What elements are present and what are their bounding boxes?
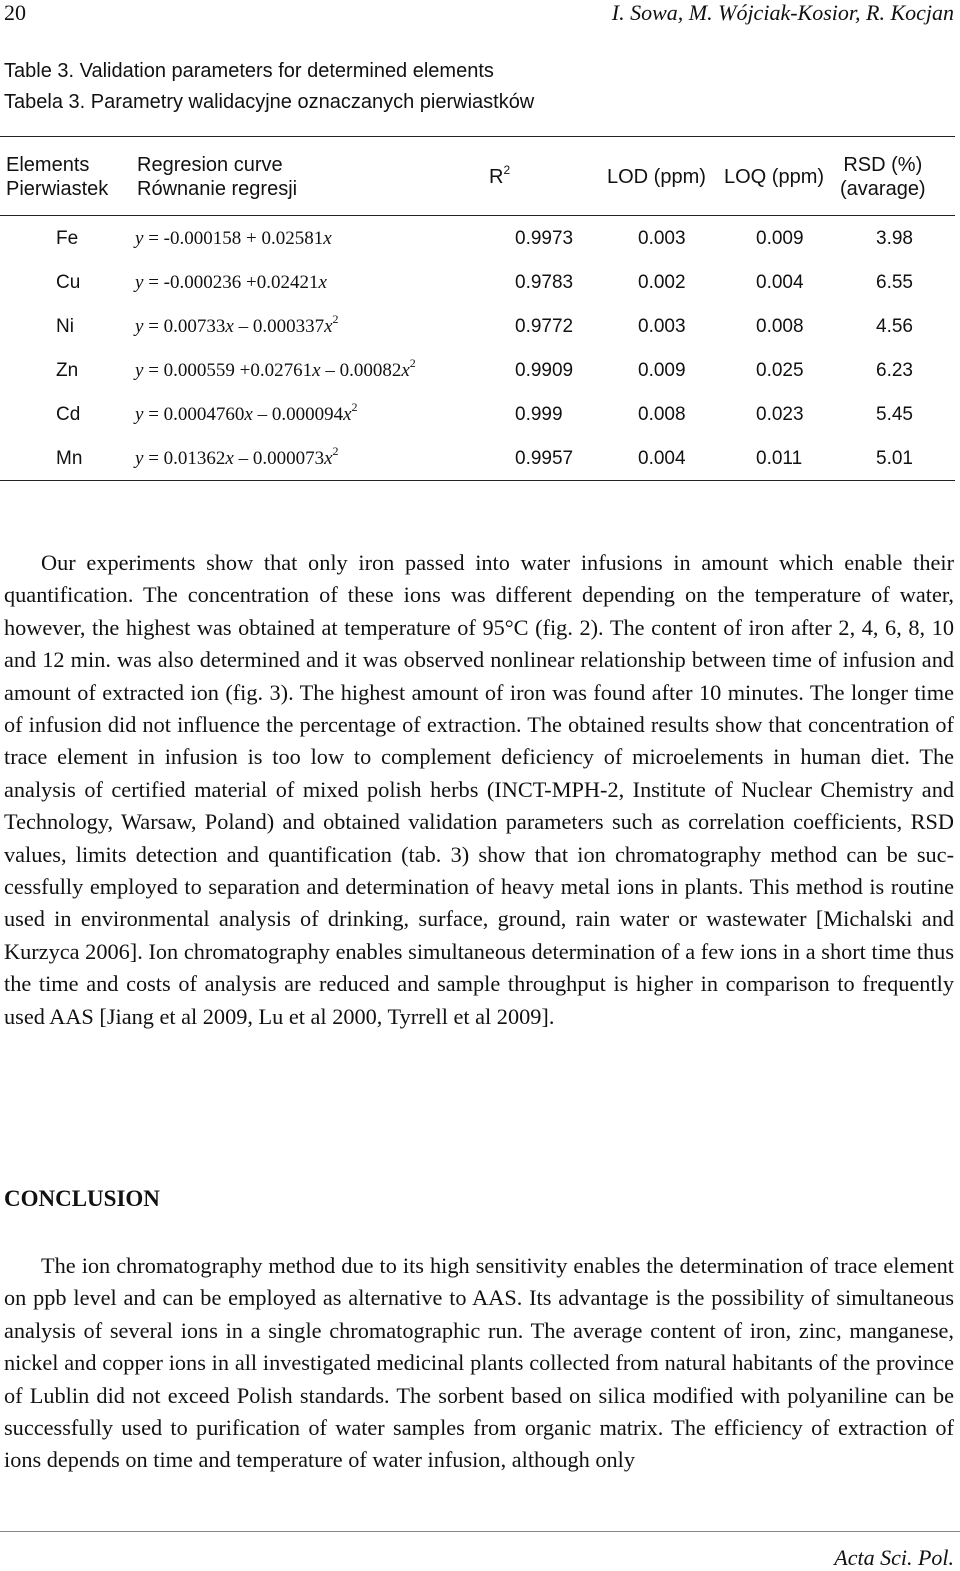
cell-element: Cu (56, 272, 81, 293)
cell-element: Zn (56, 360, 79, 381)
header-r2 (489, 165, 510, 189)
header-loq: LOQ (ppm) (724, 166, 825, 188)
cell-regression-equation (135, 444, 339, 470)
cell-rsd: 5.45 (876, 404, 913, 425)
header-lod: LOD (ppm) (607, 166, 706, 188)
cell-rsd: 6.55 (876, 272, 913, 293)
cell-r2: 0.9909 (515, 360, 574, 381)
cell-lod: 0.008 (638, 404, 686, 425)
cell-lod: 0.009 (638, 360, 686, 381)
equation-text: – 0.000337 (233, 316, 325, 337)
conclusion-paragraph: The ion chromatography method due to its high sensitivity enables the determination of trace element on ppb level and can be employed as alternative to AAS. Its advantage is the possibility of simultaneous analysis of several ions in a single chromatographic run. The average content of iron, zinc, manganese, nickel and copper ions in all investigated medicinal plants collected from natural habitants of the province of Lublin did not exceed Polish standards. The sorbent based on silica modified with polyaniline can be successfully used to purification of water samples from organic matrix. The efficiency of extraction of ions depends on time and temperature of water infusion, although only (4, 1253, 954, 1473)
page-number: 20 (4, 0, 26, 25)
cell-element: Mn (56, 448, 83, 469)
cell-rsd: 6.23 (876, 360, 913, 381)
cell-lod: 0.003 (638, 316, 686, 337)
equation-exponent: 2 (332, 312, 339, 326)
equation-text: = 0.000559 +0.02761 (143, 360, 313, 381)
equation-text: – 0.00082 (320, 360, 402, 381)
equation-text: = 0.00733 (143, 316, 226, 337)
journal-name: Acta Sci. Pol. (834, 1545, 954, 1570)
equation-variable: x (318, 272, 327, 293)
header-elements-pl: Pierwiastek (6, 178, 109, 200)
header-rsd-1: RSD (%) (843, 154, 923, 176)
equation-variable: x (225, 316, 234, 337)
equation-text: = -0.000158 + 0.02581 (143, 228, 324, 249)
equation-text: = 0.0004760 (143, 404, 245, 425)
equation-variable: y (135, 272, 144, 293)
cell-element: Cd (56, 404, 81, 425)
header-rsd (840, 153, 926, 201)
equation-exponent: 2 (332, 444, 339, 458)
equation-exponent: 2 (409, 356, 416, 370)
cell-regression-equation (135, 272, 327, 294)
equation-variable: y (135, 404, 144, 425)
equation-variable: y (135, 316, 144, 337)
cell-element: Fe (56, 228, 79, 249)
equation-text: – 0.000073 (233, 448, 325, 469)
equation-variable: x (324, 316, 333, 337)
header-r2-label: R (489, 166, 504, 188)
cell-loq: 0.025 (756, 360, 804, 381)
running-head: I. Sowa, M. Wójciak-Kosior, R. Kocjan (611, 0, 954, 25)
cell-element: Ni (56, 316, 74, 337)
cell-r2: 0.9973 (515, 228, 574, 249)
equation-text: = 0.01362 (143, 448, 226, 469)
equation-text: = -0.000236 +0.02421 (143, 272, 319, 293)
cell-regression-equation (135, 400, 358, 426)
cell-rsd: 3.98 (876, 228, 913, 249)
equation-variable: x (324, 448, 333, 469)
equation-variable: x (244, 404, 253, 425)
cell-loq: 0.004 (756, 272, 804, 293)
cell-regression-equation (135, 356, 416, 382)
cell-lod: 0.002 (638, 272, 686, 293)
header-curve-pl: Równanie regresji (137, 178, 298, 200)
table-bottom-rule (0, 480, 955, 481)
equation-variable: x (312, 360, 321, 381)
equation-variable: x (401, 360, 410, 381)
header-rsd-2: (avarage) (840, 178, 926, 200)
table-caption-en: Table 3. Validation parameters for determined elements (4, 60, 494, 82)
footer-rule (0, 1531, 960, 1532)
equation-variable: x (323, 228, 332, 249)
header-r2-exponent: 2 (503, 163, 511, 177)
table-top-rule (0, 136, 955, 137)
cell-loq: 0.023 (756, 404, 804, 425)
equation-variable: x (343, 404, 352, 425)
cell-regression-equation (135, 228, 332, 250)
cell-lod: 0.004 (638, 448, 686, 469)
cell-loq: 0.011 (756, 448, 803, 469)
cell-rsd: 4.56 (876, 316, 913, 337)
equation-variable: y (135, 448, 144, 469)
cell-lod: 0.003 (638, 228, 686, 249)
header-curve (137, 153, 297, 201)
header-elements-en: Elements (6, 154, 90, 176)
table-caption-pl: Tabela 3. Parametry walidacyjne oznaczanych pierwiastków (4, 91, 535, 113)
header-curve-en: Regresion curve (137, 154, 283, 176)
header-elements (6, 153, 108, 201)
cell-r2: 0.999 (515, 404, 563, 425)
equation-variable: y (135, 228, 144, 249)
cell-loq: 0.009 (756, 228, 804, 249)
body-paragraph-1: Our experiments show that only iron passed into water infusions in amount which enable their quantification. The concentration of these ions was different depending on the temperature of water, however, the highest was obtained at temperature of 95°C (fig. 2). The content of iron after 2, 4, 6, 8, 10 and 12 min. was also determined and it was observed nonlinear relationship between time of infusion and amount of extracted ion (fig. 3). The highest amount of iron was found after 10 minutes. The longer time of infusion did not influence the percentage of extraction. The obtained results show that concentration of trace element in infusion is too low to complement deficiency of microelements in human diet. The analysis of certified material of mixed polish herbs (INCT-MPH-2, Institute of Nuclear Chemistry and Technology, Warsaw, Poland) and obtained validation parameters such as correlation coefficients, RSD values, limits detection and quantification (tab. 3) show that ion chromatography method can be successfully employed to separation and determination of heavy metal ions in plants. This method is routine used in environmental analysis of drinking, surface, ground, rain water or wastewater [Michalski and Kurzyca 2006]. Ion chromatography enables simultaneous determination of a few ions in a short time thus the time and costs of analysis are reduced and sample throughput is higher in comparison to frequently used AAS [Jiang et al 2009, Lu et al 2000, Tyrrell et al 2009]. (4, 550, 954, 1029)
cell-r2: 0.9783 (515, 272, 574, 293)
cell-regression-equation (135, 312, 339, 338)
cell-r2: 0.9772 (515, 316, 574, 337)
cell-loq: 0.008 (756, 316, 804, 337)
conclusion-heading: CONCLUSION (4, 1186, 160, 1211)
equation-text: – 0.000094 (252, 404, 344, 425)
table-header-rule (0, 215, 955, 216)
cell-r2: 0.9957 (515, 448, 574, 469)
equation-exponent: 2 (351, 400, 358, 414)
cell-rsd: 5.01 (876, 448, 913, 469)
equation-variable: y (135, 360, 144, 381)
equation-variable: x (225, 448, 234, 469)
